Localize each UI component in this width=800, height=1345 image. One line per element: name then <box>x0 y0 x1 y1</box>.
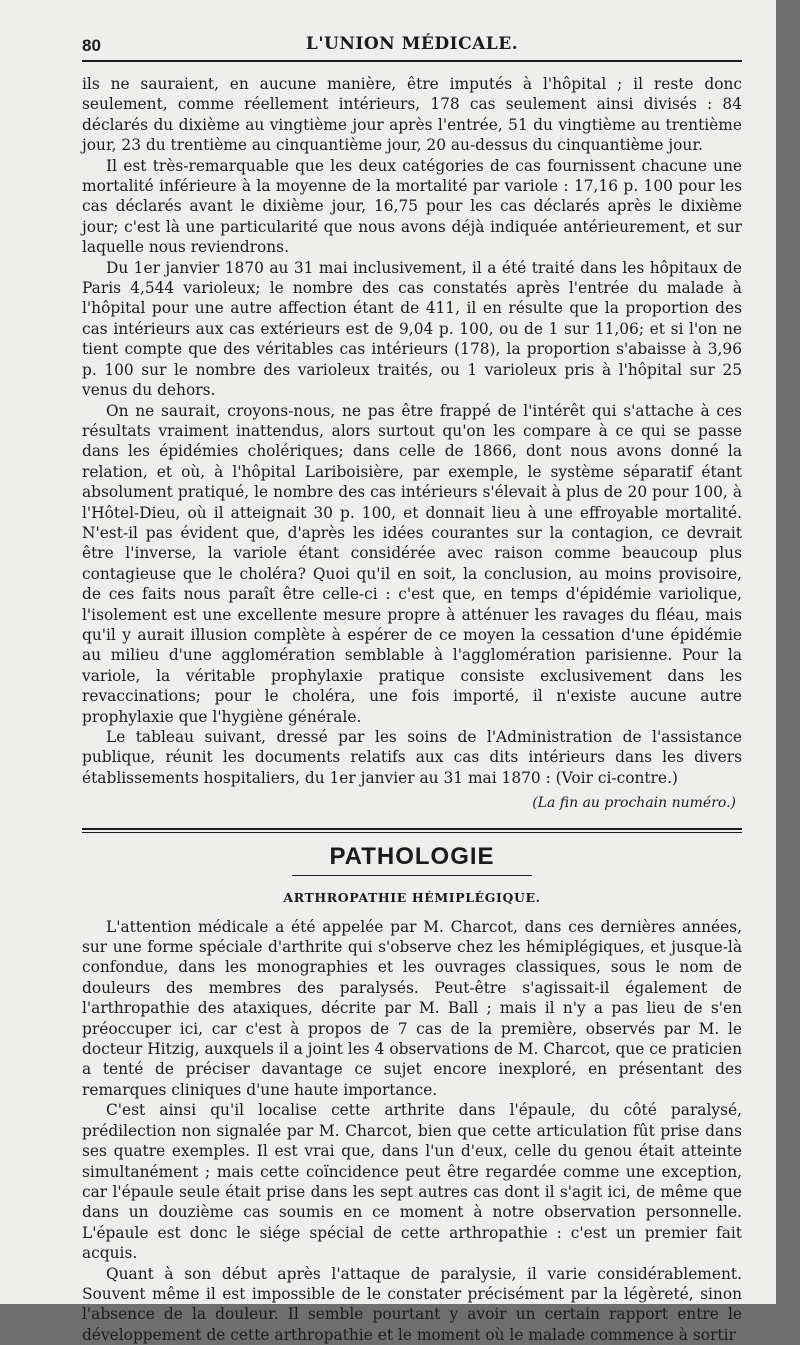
paragraph: Quant à son début après l'attaque de paralysie, il varie considérablement. Souvent même il est impossible de le constater précisément par la légèreté, sinon l'absence de la douleur. Il semble pourtant y avoir un certain rapport entre le développement de cette arthropathie et le moment où le malade commence à sortir <box>82 1264 742 1344</box>
section-divider <box>82 828 742 833</box>
continue-note: (La fin au prochain numéro.) <box>532 795 736 812</box>
title-rule <box>292 875 532 876</box>
pathology-article-body <box>82 917 742 1345</box>
page-header <box>82 30 742 62</box>
paragraph: C'est ainsi qu'il localise cette arthrite dans l'épaule, du côté paralysé, prédilection non signalée par M. Charcot, bien que cette articulation fût prise dans ses quatre exemples. Il est vrai que, dans l'un d'eux, celle du genou était atteinte simultanément ; mais cette coïncidence peut être regardée comme une exception, car l'épaule seule était prise dans les sept autres cas dont il s'agit ici, de même que dans un douzième cas soumis en ce moment à notre observation personnelle. L'épaule est donc le siége spécial de cette arthropathie : c'est un premier fait acquis. <box>82 1101 742 1263</box>
paragraph: Le tableau suivant, dressé par les soins de l'Administration de l'assistance publique, réunit les documents relatifs aux cas dits intérieurs dans les divers établissements hospitaliers, du 1er janvier au 31 mai 1870 : (Voir ci-contre.) <box>82 728 742 787</box>
page-number: 80 <box>82 36 101 55</box>
paragraph: ils ne sauraient, en aucune manière, être imputés à l'hôpital ; il reste donc seulement, comme réellement intérieurs, 178 cas seulement ainsi divisés : 84 déclarés du dixième au vingtième jour après l'entrée, 51 du vingtième au trentième jour, 23 du trentième au cinquantième jour, 20 au-dessus du cinquantième jour. <box>82 75 742 155</box>
paragraph: Il est très-remarquable que les deux catégories de cas fournissent chacune une mortalité inférieure à la moyenne de la mortalité par variole : 17,16 p. 100 pour les cas déclarés avant le dixième jour, 16,75 pour les cas déclarés après le dixième jour; c'est là une particularité que nous avons déjà indiquée antérieurement, et sur laquelle nous reviendrons. <box>82 156 742 257</box>
paragraph: On ne saurait, croyons-nous, ne pas être frappé de l'intérêt qui s'attache à ces résultats vraiment inattendus, alors surtout qu'on les compare à ce qui se passe dans les épidémies cholériques; dans celle de 1866, dont nous avons donné la relation, et où, à l'hôpital Lariboisière, par exemple, le système séparatif étant absolument pratiqué, le nombre des cas intérieurs s'élevait à plus de 20 pour 100, à l'Hôtel-Dieu, où il atteignait 30 p. 100, et donnait lieu à une effroyable mortalité. N'est-il pas évident que, d'après les idées courantes sur la contagion, ce devrait être l'inverse, la variole étant considérée avec raison comme beaucoup plus contagieuse que le choléra? Quoi qu'il en soit, la conclusion, au moins provisoire, de ces faits nous paraît être celle-ci : c'est que, en temps d'épidémie variolique, l'isolement est une excellente mesure propre à atténuer les ravages du fléau, mais qu'il y aurait illusion complète à espérer de ce moyen la cessation d'une épidémie au milieu d'une agglomération semblable à l'agglomération parisienne. Pour la variole, la véritable prophylaxie pratique consiste exclusivement dans les revaccinations; pour le choléra, une fois importé, il n'existe aucune autre prophylaxie que l'hygiène générale. <box>82 401 742 726</box>
article-body <box>82 74 742 814</box>
running-head: L'UNION MÉDICALE. <box>305 34 519 54</box>
paragraph: L'attention médicale a été appelée par M. Charcot, dans ces dernières années, sur une forme spéciale d'arthrite qui s'observe chez les hémiplégiques, et jusque-là confondue, dans les monographies et les ouvrages classiques, sous le nom de douleurs des membres des paralysés. Peut-être s'agissait-il également de l'arthropathie des ataxiques, décrite par M. Ball ; mais il n'y a pas lieu de s'en préoccuper ici, car c'est à propos de 7 cas de la première, observés par M. le docteur Hitzig, auxquels il a joint les 4 observations de M. Charcot, que ce praticien a tenté de préciser davantage ce sujet encore inexploré, en présentant des remarques cliniques d'une haute importance. <box>82 917 742 1099</box>
article-title: ARTHROPATHIE HÉMIPLÉGIQUE. <box>283 889 541 905</box>
section-title: PATHOLOGIE <box>329 842 495 870</box>
paragraph: Du 1er janvier 1870 au 31 mai inclusivement, il a été traité dans les hôpitaux de Paris 4,544 varioleux; le nombre des cas constatés après l'entrée du malade à l'hôpital pour une autre affection étant de 411, il en résulte que la proportion des cas intérieurs aux cas extérieurs est de 9,04 p. 100, ou de 1 sur 11,06; et si l'on ne tient compte que des véritables cas intérieurs (178), la proportion s'abaisse à 3,96 p. 100 sur le nombre des varioleux traités, ou 1 varioleux pris à l'hôpital sur 25 venus du dehors. <box>82 258 742 400</box>
